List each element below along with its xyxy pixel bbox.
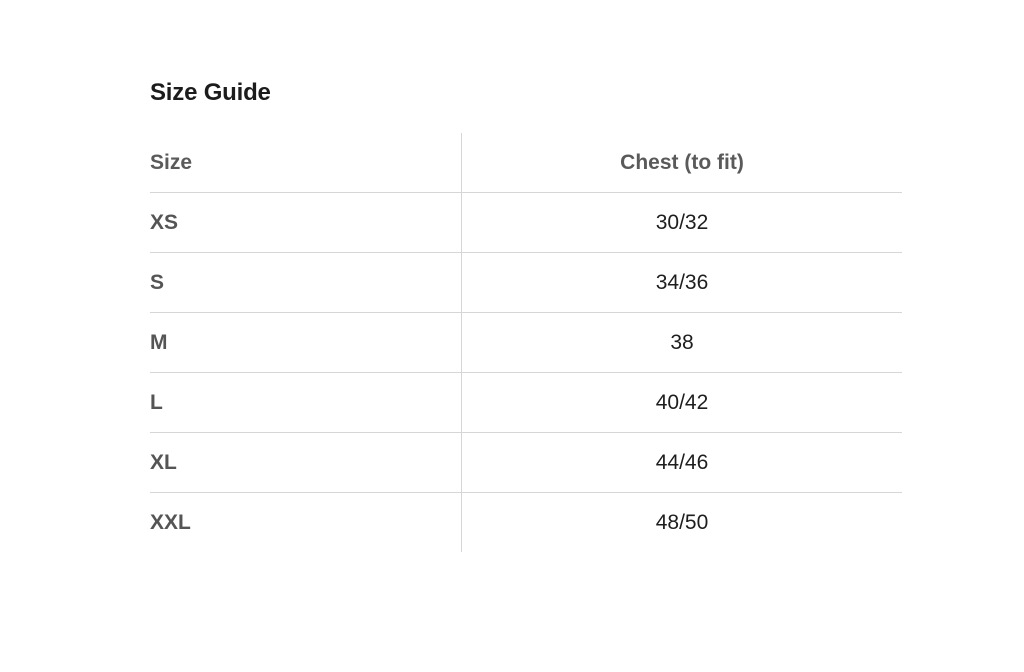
chest-cell: 40/42: [655, 390, 709, 414]
chest-cell: 44/46: [655, 450, 709, 474]
table-row: [150, 373, 902, 433]
size-cell: XL: [150, 433, 462, 493]
table-row: [150, 433, 902, 493]
chest-cell: 34/36: [655, 270, 709, 294]
table-row: [150, 253, 902, 313]
table-row: [150, 493, 902, 553]
size-guide-table: [150, 133, 902, 552]
page-title: Size Guide: [150, 79, 271, 106]
header-row: [150, 133, 902, 193]
table-row: [150, 313, 902, 373]
table-row: [150, 193, 902, 253]
size-cell: M: [150, 313, 462, 373]
column-header-chest: Chest (to fit): [620, 150, 744, 174]
chest-cell: 48/50: [655, 510, 709, 534]
chest-cell: 38: [670, 330, 694, 354]
size-cell: XS: [150, 193, 462, 253]
size-cell: S: [150, 253, 462, 313]
chest-cell: 30/32: [655, 210, 709, 234]
table-body: [150, 193, 902, 553]
size-cell: XXL: [150, 493, 462, 553]
size-cell: L: [150, 373, 462, 433]
column-header-size: Size: [150, 133, 462, 193]
table-header: [150, 133, 902, 193]
